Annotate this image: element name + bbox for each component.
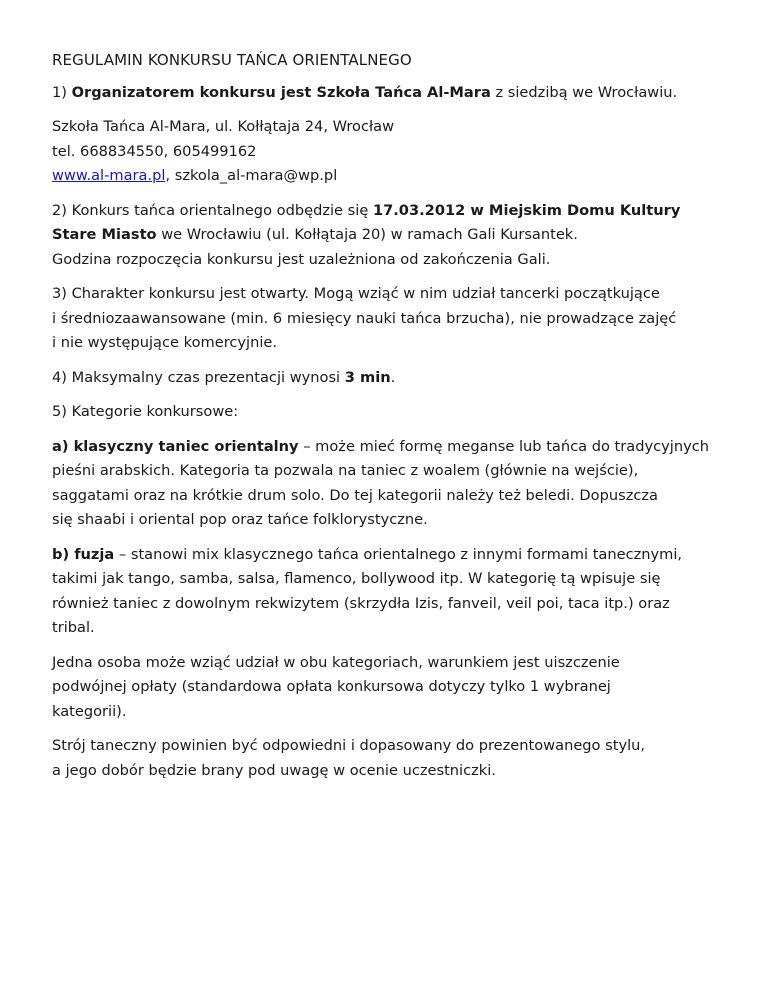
date-text: 2) Konkurs tańca orientalnego odbędzie się bbox=[52, 201, 369, 219]
time-period: . bbox=[390, 368, 396, 386]
character-line-2: i średniozaawansowane (min. 6 miesięcy nauki tańca brzucha), nie prowadzące zajęć bbox=[52, 309, 677, 327]
costume-line-2: a jego dobór będzie brany pod uwagę w ocenie uczestniczki. bbox=[52, 761, 496, 779]
contact-email: , szkola_al-mara@wp.pl bbox=[165, 167, 338, 184]
character-line-3: i nie występujące komercyjnie. bbox=[52, 334, 278, 351]
category-a-text: – może mieć formę meganse lub tańca do tradycyjnych bbox=[298, 437, 709, 455]
category-b-text: – stanowi mix klasycznego tańca orientalnego z innymi formami tanecznymi, bbox=[114, 545, 683, 563]
category-a-line-3: saggatami oraz na krótkie drum solo. Do tej kategorii należy też beledi. Dopuszcza bbox=[52, 486, 658, 504]
paragraph-number: 1) bbox=[52, 83, 67, 101]
category-a bbox=[52, 435, 722, 533]
category-b-label: b) fuzja bbox=[52, 545, 115, 563]
paragraph-both-categories bbox=[52, 651, 722, 725]
contact-phone: tel. 668834550, 605499162 bbox=[52, 142, 257, 160]
website-link[interactable]: www.al-mara.pl bbox=[52, 167, 166, 184]
date-venue-bold: 17.03.2012 w Miejskim Domu Kultury bbox=[372, 201, 681, 219]
organizer-bold: Organizatorem konkursu jest Szkoła Tańca Al-Mara bbox=[71, 83, 491, 101]
paragraph-categories-heading: 5) Kategorie konkursowe: bbox=[52, 403, 239, 420]
category-a-line-2: pieśni arabskich. Kategoria ta pozwala na taniec z woalem (głównie na wejście), bbox=[52, 462, 639, 479]
document-title: REGULAMIN KONKURSU TAŃCA ORIENTALNEGO bbox=[52, 51, 412, 69]
organizer-rest: z siedzibą we Wrocławiu. bbox=[495, 83, 678, 101]
paragraph-time-limit bbox=[52, 366, 722, 391]
paragraph-character bbox=[52, 282, 722, 356]
both-line-2: podwójnej opłaty (standardowa opłata konkursowa dotyczy tylko 1 wybranej bbox=[52, 678, 611, 695]
costume-line-1: Strój taneczny powinien być odpowiedni i dopasowany do prezentowanego stylu, bbox=[52, 737, 646, 754]
category-b-line-3: również taniec z dowolnym rekwizytem (skrzydła Izis, fanveil, veil poi, taca itp.) oraz bbox=[52, 594, 670, 612]
category-b-line-4: tribal. bbox=[52, 619, 95, 636]
category-b bbox=[52, 543, 722, 641]
date-line-1 bbox=[52, 199, 722, 224]
time-value: 3 min bbox=[344, 368, 391, 386]
contact-web-line bbox=[52, 164, 722, 189]
category-a-line-1 bbox=[52, 435, 722, 460]
time-text: 4) Maksymalny czas prezentacji wynosi bbox=[52, 368, 341, 386]
paragraph-organizer bbox=[52, 81, 722, 106]
category-b-line-1 bbox=[52, 543, 722, 568]
character-line-1: 3) Charakter konkursu jest otwarty. Mogą wziąć w nim udział tancerki początkujące bbox=[52, 285, 660, 302]
date-line-2 bbox=[52, 223, 722, 248]
paragraph-costume bbox=[52, 734, 722, 783]
category-a-label: a) klasyczny taniec orientalny bbox=[52, 437, 299, 455]
contact-block bbox=[52, 115, 722, 189]
category-a-line-4: się shaabi i oriental pop oraz tańce folklorystyczne. bbox=[52, 511, 428, 528]
venue-bold: Stare Miasto bbox=[52, 226, 157, 243]
document-page bbox=[52, 48, 722, 793]
both-line-3: kategorii). bbox=[52, 702, 127, 720]
date-line-3: Godzina rozpoczęcia konkursu jest uzależniona od zakończenia Gali. bbox=[52, 250, 551, 268]
category-b-line-2: takimi jak tango, samba, salsa, flamenco, bollywood itp. W kategorię tą wpisuje się bbox=[52, 570, 661, 587]
contact-address: Szkoła Tańca Al-Mara, ul. Kołłątaja 24, Wrocław bbox=[52, 118, 395, 135]
both-line-1: Jedna osoba może wziąć udział w obu kategoriach, warunkiem jest uiszczenie bbox=[52, 653, 620, 671]
paragraph-date-venue bbox=[52, 199, 722, 273]
venue-text: we Wrocławiu (ul. Kołłątaja 20) w ramach Gali Kursantek. bbox=[161, 226, 578, 243]
